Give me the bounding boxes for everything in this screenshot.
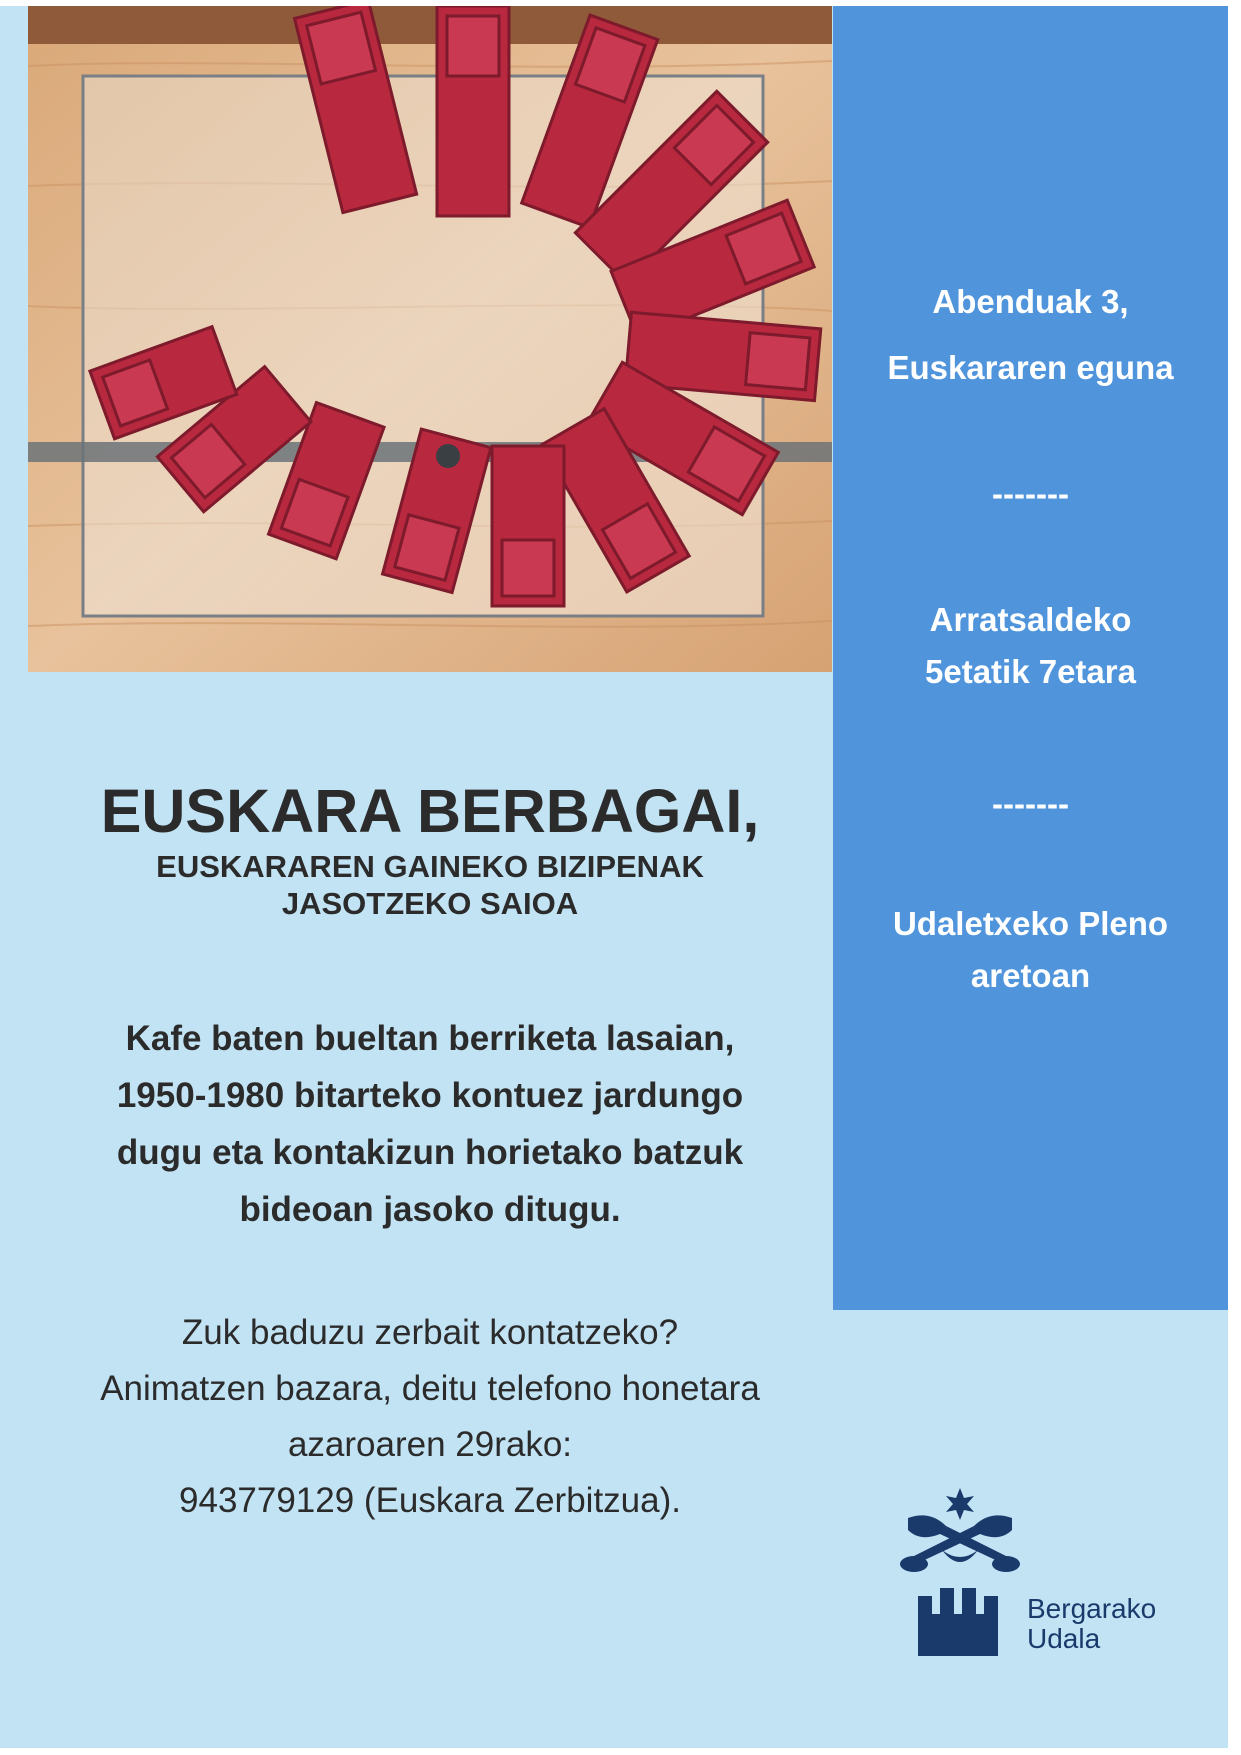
description-line: Kafe baten bueltan berriketa lasaian,: [125, 1019, 735, 1058]
event-place-line2: aretoan: [970, 957, 1091, 994]
event-info-panel: [833, 6, 1228, 1310]
description-line: dugu eta kontakizun horietako batzuk: [116, 1133, 744, 1172]
logo-line2: Udala: [1027, 1623, 1101, 1654]
poster-subtitle: [30, 848, 830, 922]
municipality-name: [1027, 1594, 1156, 1654]
letter-stamps-photo: [28, 6, 832, 672]
event-description: [60, 1010, 800, 1238]
event-place: [833, 898, 1228, 1002]
logo-line1: Bergarako: [1027, 1593, 1157, 1624]
event-date: [833, 276, 1228, 394]
poster-title: EUSKARA BERBAGAI,: [100, 777, 760, 845]
event-time-line2: 5etatik 7etara: [925, 653, 1136, 690]
event-date-line1: Abenduak 3,: [932, 283, 1129, 320]
right-margin: [1228, 0, 1241, 1755]
contact-line: Zuk baduzu zerbait kontatzeko?: [181, 1313, 679, 1352]
event-date-line2: Euskararen eguna: [887, 349, 1174, 386]
subtitle-line2: JASOTZEKO SAIOA: [281, 886, 579, 921]
description-line: bideoan jasoko ditugu.: [239, 1190, 621, 1229]
contact-info: [40, 1305, 820, 1529]
event-time: [833, 594, 1228, 698]
bottom-margin: [0, 1748, 1241, 1755]
contact-phone: 943779129 (Euskara Zerbitzua).: [179, 1481, 681, 1520]
contact-line: Animatzen bazara, deitu telefono honetara: [100, 1369, 760, 1408]
event-time-line1: Arratsaldeko: [929, 601, 1132, 638]
subtitle-line1: EUSKARAREN GAINEKO BIZIPENAK: [156, 849, 704, 884]
separator: -------: [992, 785, 1069, 822]
event-place-line1: Udaletxeko Pleno: [892, 905, 1169, 942]
separator: -------: [992, 475, 1069, 512]
description-line: 1950-1980 bitarteko kontuez jardungo: [116, 1076, 744, 1115]
contact-line: azaroaren 29rako:: [287, 1425, 573, 1464]
